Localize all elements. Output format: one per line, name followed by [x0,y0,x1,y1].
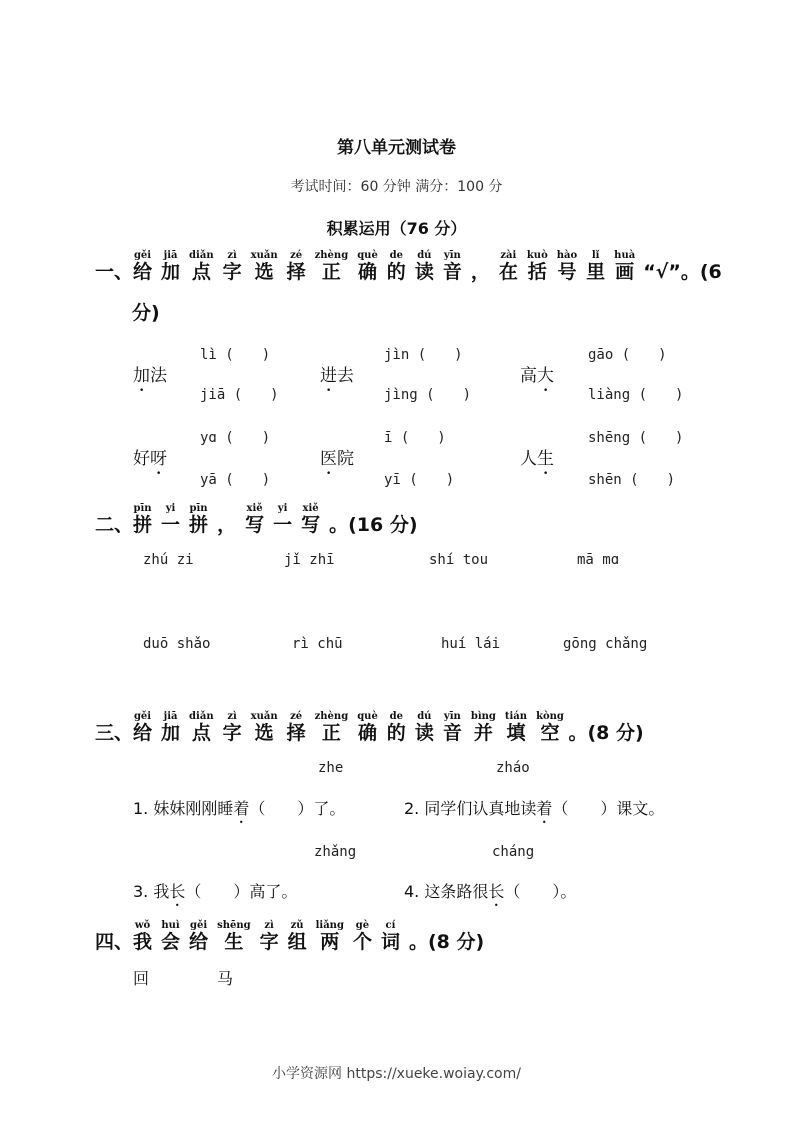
question-2-heading: 二、拼pīn一yi拼pīn， 写xiě一yi写xiě。(16 分) [95,503,418,536]
pinyin-char: 确què [357,250,378,283]
page-title: 第八单元测试卷 [337,138,456,158]
pinyin-char: 字zì [222,711,242,744]
pinyin-char: 加jiā [161,711,181,744]
pinyin-option: jìn ( ) [384,347,463,363]
pinyin-prompt: zhú zi [143,552,194,568]
pinyin-option: jiā ( ) [200,387,279,403]
pinyin-prompt: gōng chǎng [563,636,648,652]
pinyin-char: 择zé [286,711,306,744]
pinyin-char: 点diǎn [189,711,214,744]
question-1-heading: 一、给gěi加jiā点diǎn字zì选xuǎn择zé正zhèng确què的de读dú音yīn， 在zài括kuò号hào里lǐ画huà“√”。(6 [95,250,722,283]
pinyin-prompt: huí lái [441,636,501,652]
pinyin-char: 组zǔ [287,920,307,953]
pinyin-char: 词cí [380,920,400,953]
character-word: 回 [133,969,150,988]
pinyin-char: 一yi [161,503,181,536]
pinyin-option: ī ( ) [384,430,446,446]
pinyin-char: 号hào [556,250,578,283]
pinyin-prompt: jǐ zhī [284,552,335,568]
pinyin-option: liàng ( ) [588,387,684,403]
pinyin-option: zhǎng [314,844,357,860]
pinyin-char: 确què [357,711,378,744]
pinyin-char: 给gěi [133,250,153,283]
pinyin-char: 字zì [222,250,242,283]
pinyin-char: 点diǎn [189,250,214,283]
pinyin-char: 在zài [498,250,518,283]
word-item: 好呀 [133,449,167,469]
pinyin-option: zháo [496,760,530,776]
pinyin-prompt: mā mɑ [577,552,620,568]
question-1-heading-cont: 分) [132,302,160,324]
pinyin-char: 写xiě [245,503,265,536]
question-4-heading: 四、我wǒ会huì给gěi生shēng字zì组zǔ两liǎng个gè词cí。(8 分) [95,920,485,953]
pinyin-char: 择zé [286,250,306,283]
pinyin-char: 正zhèng [314,250,349,283]
pinyin-char: ， [470,261,490,283]
pinyin-char: 正zhèng [314,711,349,744]
pinyin-char: 字zì [259,920,279,953]
pinyin-option: zhe [318,760,344,776]
pinyin-option: gāo ( ) [588,347,667,363]
pinyin-char: 会huì [161,920,181,953]
sentence-4: 4. 这条路很长（ ）。 [404,882,577,901]
word-item: 人生 [520,449,554,469]
pinyin-char: 画huà [614,250,636,283]
word-item: 高大 [520,366,554,386]
pinyin-char: 写xiě [301,503,321,536]
question-3-heading: 三、给gěi加jiā点diǎn字zì选xuǎn择zé正zhèng确què的de读dú音yīn并bìng填tián空kòng。(8 分) [95,711,644,744]
pinyin-option: shēng ( ) [588,430,684,446]
pinyin-char: 拼pīn [189,503,209,536]
sentence-1: 1. 妹妹刚刚睡着（ ）了。 [133,799,346,818]
pinyin-char: 音yīn [442,711,462,744]
pinyin-char: 读dú [414,711,434,744]
pinyin-char: 一yi [273,503,293,536]
character-word: 马 [217,969,234,988]
pinyin-char: 音yīn [442,250,462,283]
pinyin-prompt: rì chū [292,636,343,652]
pinyin-char: 给gěi [133,711,153,744]
pinyin-option: cháng [492,844,535,860]
word-item: 进去 [320,366,354,386]
pinyin-char: 生shēng [217,920,251,953]
pinyin-option: jìng ( ) [384,387,472,403]
pinyin-char: 里lǐ [586,250,606,283]
sentence-2: 2. 同学们认真地读着（ ）课文。 [404,799,665,818]
footer-watermark: 小学资源网 https://xueke.woiay.com/ [272,1066,521,1082]
pinyin-char: 两liǎng [315,920,344,953]
pinyin-char: 并bìng [470,711,496,744]
pinyin-char: 选xuǎn [250,711,278,744]
pinyin-char: 读dú [414,250,434,283]
pinyin-option: yī ( ) [384,472,455,488]
pinyin-char: 空kòng [536,711,564,744]
pinyin-option: yɑ ( ) [200,430,271,446]
pinyin-char: 加jiā [161,250,181,283]
pinyin-prompt: shí tou [429,552,489,568]
part-heading: 积累运用（76 分） [326,219,467,238]
pinyin-char: 拼pīn [133,503,153,536]
pinyin-char: ， [217,514,237,536]
pinyin-option: lì ( ) [200,347,271,363]
pinyin-char: 选xuǎn [250,250,278,283]
pinyin-option: yā ( ) [200,472,271,488]
pinyin-prompt: duō shǎo [143,636,211,652]
pinyin-char: 给gěi [189,920,209,953]
exam-info: 考试时间：60 分钟 满分：100 分 [290,179,503,195]
pinyin-char: 括kuò [526,250,548,283]
pinyin-char: 填tián [504,711,528,744]
sentence-3: 3. 我长（ ）高了。 [133,882,298,901]
word-item: 加法 [133,366,167,386]
word-item: 医院 [320,449,354,469]
pinyin-char: 的de [386,250,406,283]
pinyin-char: 的de [386,711,406,744]
pinyin-char: 我wǒ [133,920,153,953]
pinyin-char: 个gè [352,920,372,953]
pinyin-option: shēn ( ) [588,472,676,488]
